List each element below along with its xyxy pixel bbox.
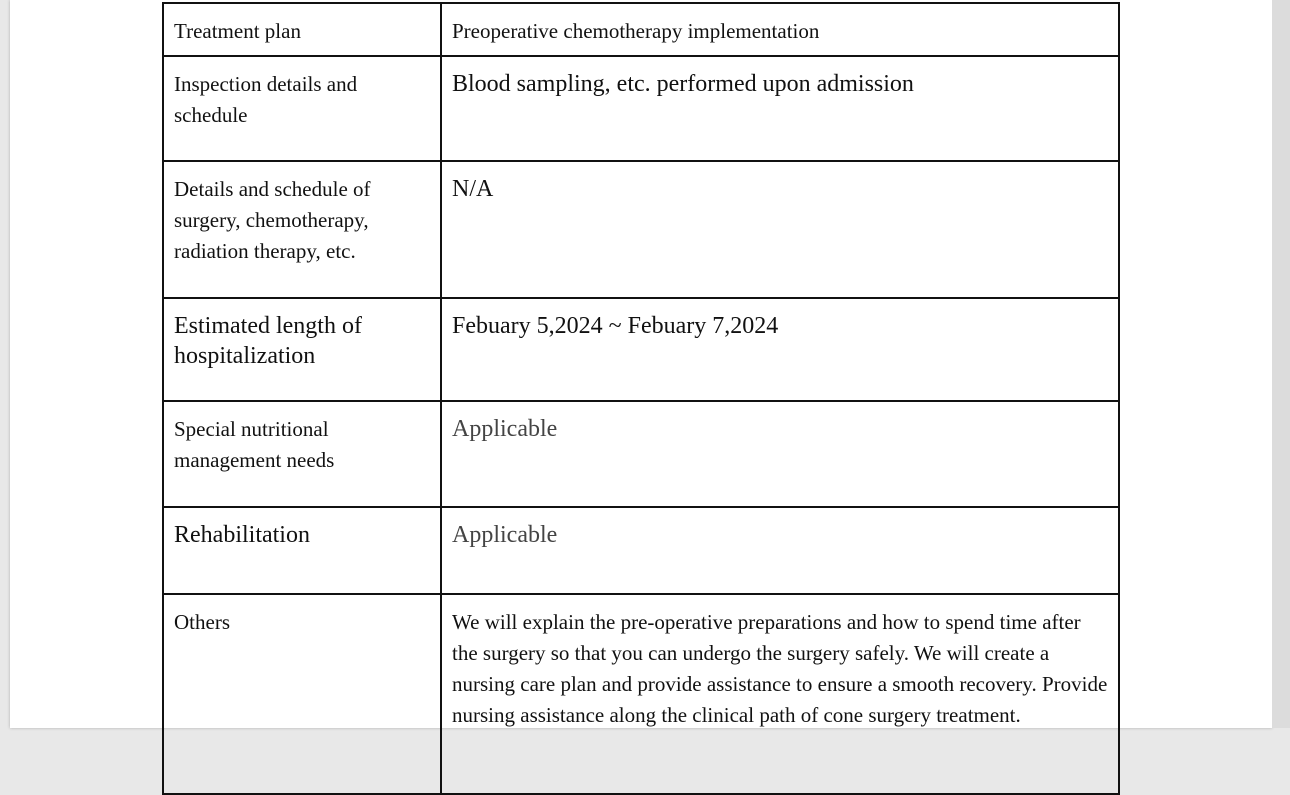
table-row — [163, 298, 1119, 401]
row-value-rehabilitation: Applicable — [441, 507, 1119, 594]
row-label-hospitalization: Estimated length of hospitalization — [163, 298, 441, 401]
row-value-treatment-plan: Preoperative chemotherapy implementation — [441, 3, 1119, 56]
row-label-surgery-schedule: Details and schedule of surgery, chemotherapy, radiation therapy, etc. — [163, 161, 441, 298]
row-value-surgery-schedule: N/A — [441, 161, 1119, 298]
table-row — [163, 507, 1119, 594]
table-row — [163, 161, 1119, 298]
row-value-hospitalization: Febuary 5,2024 ~ Febuary 7,2024 — [441, 298, 1119, 401]
viewer-gutter — [1272, 0, 1290, 728]
table-row — [163, 56, 1119, 161]
row-value-others: We will explain the pre-operative preparations and how to spend time after the surgery so that you can undergo the surgery safely. We will create a nursing care plan and provide assistance to ensure a smooth recovery. Provide nursing assistance along the clinical path of cone surgery treatment. — [441, 594, 1119, 794]
row-value-nutrition: Applicable — [441, 401, 1119, 507]
row-label-treatment-plan: Treatment plan — [163, 3, 441, 56]
row-label-rehabilitation: Rehabilitation — [163, 507, 441, 594]
document-page — [10, 0, 1272, 728]
table-row — [163, 594, 1119, 794]
row-value-inspection: Blood sampling, etc. performed upon admission — [441, 56, 1119, 161]
table-row — [163, 401, 1119, 507]
row-label-inspection: Inspection details and schedule — [163, 56, 441, 161]
table-row — [163, 3, 1119, 56]
row-label-nutrition: Special nutritional management needs — [163, 401, 441, 507]
treatment-plan-table — [162, 2, 1120, 795]
row-label-others: Others — [163, 594, 441, 794]
